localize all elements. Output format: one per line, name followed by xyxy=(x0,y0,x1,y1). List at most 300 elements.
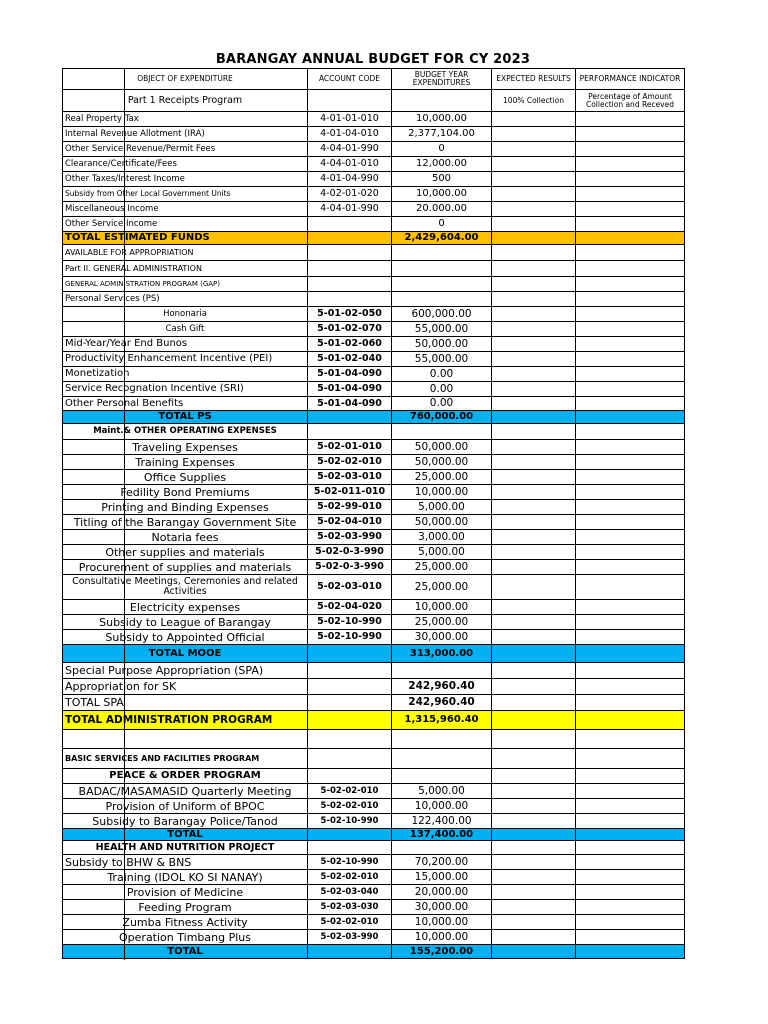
budget-cell: 55,000.00 xyxy=(392,352,492,367)
budget-cell xyxy=(392,245,492,261)
table-row xyxy=(63,575,685,600)
account-code-cell xyxy=(308,292,392,307)
object-cell: Subsidy to Appointed Official xyxy=(63,630,308,645)
object-cell: Special Purpose Appropriation (SPA) xyxy=(63,663,308,679)
header-account-code: ACCOUNT CODE xyxy=(308,69,392,90)
expected-results-cell xyxy=(492,730,576,749)
performance-indicator-cell xyxy=(576,157,685,172)
object-cell: Part II. GENERAL ADMINISTRATION xyxy=(63,261,308,277)
budget-cell: 500 xyxy=(392,172,492,187)
expected-results-cell xyxy=(492,367,576,382)
account-code-cell: 5-02-03-010 xyxy=(308,575,392,600)
object-cell: Provision of Medicine xyxy=(63,885,308,900)
account-code-cell: 5-02-10-990 xyxy=(308,630,392,645)
table-row xyxy=(63,829,685,841)
budget-cell: 50,000.00 xyxy=(392,440,492,455)
performance-indicator-cell xyxy=(576,470,685,485)
account-code-cell: 5-02-02-010 xyxy=(308,870,392,885)
object-cell: Other Taxes/Interest Income xyxy=(63,172,308,187)
table-row xyxy=(63,870,685,885)
budget-cell: 0.00 xyxy=(392,397,492,411)
object-cell: Cash Gift xyxy=(63,322,308,337)
expected-results-cell xyxy=(492,470,576,485)
expected-results-cell xyxy=(492,382,576,397)
budget-cell: 155,200.00 xyxy=(392,945,492,959)
expected-results-cell xyxy=(492,545,576,560)
expected-results-cell xyxy=(492,485,576,500)
object-cell: Service Recognation Incentive (SRI) xyxy=(63,382,308,397)
budget-cell: 600,000.00 xyxy=(392,307,492,322)
expected-results-cell xyxy=(492,455,576,470)
performance-indicator-cell xyxy=(576,142,685,157)
object-cell: Operation Timbang Plus xyxy=(63,930,308,945)
expected-results-cell xyxy=(492,411,576,424)
budget-cell: 5,000.00 xyxy=(392,545,492,560)
account-code-cell xyxy=(308,730,392,749)
budget-cell: 10,000.00 xyxy=(392,799,492,814)
table-row xyxy=(63,730,685,749)
performance-indicator-cell xyxy=(576,615,685,630)
account-code-cell: 5-02-01-010 xyxy=(308,440,392,455)
account-code-cell: 5-01-04-090 xyxy=(308,397,392,411)
account-code-cell: 4-02-01-020 xyxy=(308,187,392,202)
table-row xyxy=(63,600,685,615)
performance-indicator-cell xyxy=(576,411,685,424)
budget-cell: 55,000.00 xyxy=(392,322,492,337)
budget-cell xyxy=(392,277,492,292)
performance-indicator-cell xyxy=(576,530,685,545)
budget-cell: 50,000.00 xyxy=(392,515,492,530)
performance-indicator-cell xyxy=(576,172,685,187)
performance-indicator-cell xyxy=(576,769,685,784)
table-row xyxy=(63,337,685,352)
object-cell: TOTAL ESTIMATED FUNDS xyxy=(63,232,308,245)
object-cell: Zumba Fitness Activity xyxy=(63,915,308,930)
budget-cell: 5,000.00 xyxy=(392,784,492,799)
performance-indicator-cell xyxy=(576,500,685,515)
budget-cell: 760,000.00 xyxy=(392,411,492,424)
object-cell: Consultative Meetings, Ceremonies and related Activities xyxy=(63,575,308,600)
budget-cell xyxy=(392,90,492,112)
table-row xyxy=(63,382,685,397)
object-cell: Miscellaneous Income xyxy=(63,202,308,217)
table-row xyxy=(63,142,685,157)
object-cell: Personal Services (PS) xyxy=(63,292,308,307)
budget-cell: 25,000.00 xyxy=(392,575,492,600)
budget-cell xyxy=(392,841,492,855)
object-cell: Internal Revenue Allotment (IRA) xyxy=(63,127,308,142)
expected-results-cell xyxy=(492,397,576,411)
object-cell: Other supplies and materials xyxy=(63,545,308,560)
account-code-cell xyxy=(308,645,392,663)
budget-cell: 20.000.00 xyxy=(392,202,492,217)
account-code-cell: 5-02-0-3-990 xyxy=(308,545,392,560)
budget-cell: 10,000.00 xyxy=(392,187,492,202)
object-cell: Subsidy to BHW & BNS xyxy=(63,855,308,870)
performance-indicator-cell xyxy=(576,217,685,232)
budget-cell: 10,000.00 xyxy=(392,930,492,945)
account-code-cell xyxy=(308,679,392,695)
account-code-cell: 4-04-01-990 xyxy=(308,202,392,217)
account-code-cell: 5-02-99-010 xyxy=(308,500,392,515)
object-cell: Training (IDOL KO SI NANAY) xyxy=(63,870,308,885)
performance-indicator-cell xyxy=(576,277,685,292)
budget-cell xyxy=(392,730,492,749)
table-row xyxy=(63,292,685,307)
budget-cell xyxy=(392,663,492,679)
object-cell: Notaria fees xyxy=(63,530,308,545)
expected-results-cell xyxy=(492,695,576,711)
object-cell: Printing and Binding Expenses xyxy=(63,500,308,515)
expected-results-cell xyxy=(492,217,576,232)
expected-results-cell: 100% Collection xyxy=(492,90,576,112)
object-cell: Mid-Year/Year End Bunos xyxy=(63,337,308,352)
budget-cell: 2,377,104.00 xyxy=(392,127,492,142)
budget-cell: 1,315,960.40 xyxy=(392,711,492,730)
expected-results-cell xyxy=(492,127,576,142)
budget-cell: 12,000.00 xyxy=(392,157,492,172)
object-cell: Fedility Bond Premiums xyxy=(63,485,308,500)
performance-indicator-cell xyxy=(576,397,685,411)
account-code-cell: 4-01-04-990 xyxy=(308,172,392,187)
budget-cell xyxy=(392,261,492,277)
account-code-cell xyxy=(308,663,392,679)
header-performance-indicator: PERFORMANCE INDICATOR xyxy=(576,69,685,90)
table-row xyxy=(63,245,685,261)
table-row xyxy=(63,841,685,855)
expected-results-cell xyxy=(492,885,576,900)
account-code-cell: 5-02-011-010 xyxy=(308,485,392,500)
table-row xyxy=(63,261,685,277)
account-code-cell xyxy=(308,411,392,424)
performance-indicator-cell xyxy=(576,382,685,397)
performance-indicator-cell xyxy=(576,663,685,679)
performance-indicator-cell xyxy=(576,945,685,959)
performance-indicator-cell xyxy=(576,545,685,560)
performance-indicator-cell xyxy=(576,799,685,814)
budget-cell: 15,000.00 xyxy=(392,870,492,885)
performance-indicator-cell xyxy=(576,600,685,615)
performance-indicator-cell xyxy=(576,855,685,870)
expected-results-cell xyxy=(492,575,576,600)
account-code-cell: 4-04-01-010 xyxy=(308,157,392,172)
account-code-cell: 5-02-03-040 xyxy=(308,885,392,900)
budget-cell: 2,429,604.00 xyxy=(392,232,492,245)
expected-results-cell xyxy=(492,261,576,277)
table-row xyxy=(63,470,685,485)
account-code-cell xyxy=(308,829,392,841)
expected-results-cell xyxy=(492,900,576,915)
table-row xyxy=(63,217,685,232)
object-cell: Traveling Expenses xyxy=(63,440,308,455)
table-row xyxy=(63,855,685,870)
object-cell: TOTAL xyxy=(63,829,308,841)
table-row xyxy=(63,930,685,945)
page-title: BARANGAY ANNUAL BUDGET FOR CY 2023 xyxy=(215,52,531,67)
object-cell: TOTAL ADMINISTRATION PROGRAM xyxy=(63,711,308,730)
object-cell: Real Property Tax xyxy=(63,112,308,127)
column-divider-line xyxy=(124,68,125,960)
budget-cell: 0 xyxy=(392,142,492,157)
budget-cell: 50,000.00 xyxy=(392,337,492,352)
table-row xyxy=(63,784,685,799)
budget-cell: 313,000.00 xyxy=(392,645,492,663)
performance-indicator-cell xyxy=(576,322,685,337)
object-cell: Maint.& OTHER OPERATING EXPENSES xyxy=(63,424,308,440)
expected-results-cell xyxy=(492,799,576,814)
performance-indicator-cell xyxy=(576,352,685,367)
expected-results-cell xyxy=(492,663,576,679)
budget-cell: 25,000.00 xyxy=(392,470,492,485)
budget-cell xyxy=(392,424,492,440)
budget-cell: 25,000.00 xyxy=(392,560,492,575)
performance-indicator-cell xyxy=(576,829,685,841)
expected-results-cell xyxy=(492,352,576,367)
account-code-cell xyxy=(308,245,392,261)
account-code-cell xyxy=(308,711,392,730)
performance-indicator-cell xyxy=(576,440,685,455)
expected-results-cell xyxy=(492,855,576,870)
table-header-row xyxy=(63,69,685,90)
table-row xyxy=(63,711,685,730)
account-code-cell xyxy=(308,277,392,292)
table-row xyxy=(63,307,685,322)
table-row xyxy=(63,630,685,645)
account-code-cell: 4-01-01-010 xyxy=(308,112,392,127)
budget-cell: 30,000.00 xyxy=(392,630,492,645)
performance-indicator-cell xyxy=(576,292,685,307)
expected-results-cell xyxy=(492,870,576,885)
object-cell xyxy=(63,730,308,749)
object-cell: BADAC/MASAMASID Quarterly Meeting xyxy=(63,784,308,799)
table-row xyxy=(63,515,685,530)
expected-results-cell xyxy=(492,560,576,575)
account-code-cell xyxy=(308,749,392,769)
performance-indicator-cell xyxy=(576,885,685,900)
expected-results-cell xyxy=(492,172,576,187)
account-code-cell: 5-02-04-010 xyxy=(308,515,392,530)
account-code-cell: 4-01-04-010 xyxy=(308,127,392,142)
performance-indicator-cell xyxy=(576,112,685,127)
expected-results-cell xyxy=(492,814,576,829)
budget-table-body xyxy=(63,69,685,959)
object-cell: Other Service Income xyxy=(63,217,308,232)
object-cell: Part 1 Receipts Program xyxy=(63,90,308,112)
object-cell: TOTAL PS xyxy=(63,411,308,424)
object-cell: Feeding Program xyxy=(63,900,308,915)
budget-cell: 5,000.00 xyxy=(392,500,492,515)
expected-results-cell xyxy=(492,245,576,261)
performance-indicator-cell xyxy=(576,900,685,915)
table-row xyxy=(63,500,685,515)
table-row xyxy=(63,945,685,959)
table-row xyxy=(63,915,685,930)
performance-indicator-cell xyxy=(576,915,685,930)
expected-results-cell xyxy=(492,440,576,455)
performance-indicator-cell xyxy=(576,261,685,277)
account-code-cell: 5-01-02-040 xyxy=(308,352,392,367)
table-row xyxy=(63,322,685,337)
expected-results-cell xyxy=(492,945,576,959)
table-row xyxy=(63,769,685,784)
performance-indicator-cell: Percentage of Amount Collection and Receved xyxy=(576,90,685,112)
expected-results-cell xyxy=(492,600,576,615)
expected-results-cell xyxy=(492,424,576,440)
account-code-cell xyxy=(308,945,392,959)
header-object: OBJECT OF EXPENDITURE xyxy=(63,69,308,90)
budget-cell xyxy=(392,749,492,769)
performance-indicator-cell xyxy=(576,127,685,142)
object-cell: Hononaria xyxy=(63,307,308,322)
account-code-cell: 5-01-02-050 xyxy=(308,307,392,322)
performance-indicator-cell xyxy=(576,711,685,730)
performance-indicator-cell xyxy=(576,560,685,575)
object-cell: BASIC SERVICES AND FACILITIES PROGRAM xyxy=(63,749,308,769)
account-code-cell: 4-04-01-990 xyxy=(308,142,392,157)
budget-cell: 0 xyxy=(392,217,492,232)
budget-cell: 10,000.00 xyxy=(392,600,492,615)
budget-cell: 25,000.00 xyxy=(392,615,492,630)
table-row xyxy=(63,814,685,829)
object-cell: TOTAL SPA xyxy=(63,695,308,711)
performance-indicator-cell xyxy=(576,337,685,352)
account-code-cell: 5-02-10-990 xyxy=(308,814,392,829)
table-row xyxy=(63,112,685,127)
performance-indicator-cell xyxy=(576,424,685,440)
performance-indicator-cell xyxy=(576,870,685,885)
table-row xyxy=(63,545,685,560)
object-cell: PEACE & ORDER PROGRAM xyxy=(63,769,308,784)
expected-results-cell xyxy=(492,630,576,645)
expected-results-cell xyxy=(492,615,576,630)
expected-results-cell xyxy=(492,679,576,695)
performance-indicator-cell xyxy=(576,187,685,202)
account-code-cell: 5-02-02-010 xyxy=(308,784,392,799)
table-row xyxy=(63,799,685,814)
account-code-cell: 5-01-02-060 xyxy=(308,337,392,352)
performance-indicator-cell xyxy=(576,730,685,749)
performance-indicator-cell xyxy=(576,455,685,470)
table-row xyxy=(63,90,685,112)
budget-cell: 10,000.00 xyxy=(392,915,492,930)
expected-results-cell xyxy=(492,277,576,292)
expected-results-cell xyxy=(492,530,576,545)
budget-cell: 20,000.00 xyxy=(392,885,492,900)
object-cell: Subsidy to League of Barangay xyxy=(63,615,308,630)
object-cell: Subsidy from Other Local Government Units xyxy=(63,187,308,202)
budget-cell: 30,000.00 xyxy=(392,900,492,915)
expected-results-cell xyxy=(492,500,576,515)
expected-results-cell xyxy=(492,829,576,841)
performance-indicator-cell xyxy=(576,245,685,261)
table-row xyxy=(63,440,685,455)
account-code-cell xyxy=(308,232,392,245)
table-row xyxy=(63,367,685,382)
account-code-cell: 5-02-03-030 xyxy=(308,900,392,915)
account-code-cell: 5-02-10-990 xyxy=(308,615,392,630)
budget-cell: 0.00 xyxy=(392,367,492,382)
account-code-cell: 5-02-0-3-990 xyxy=(308,560,392,575)
object-cell: Provision of Uniform of BPOC xyxy=(63,799,308,814)
account-code-cell xyxy=(308,695,392,711)
account-code-cell: 5-02-03-010 xyxy=(308,470,392,485)
budget-cell: 10,000.00 xyxy=(392,485,492,500)
table-row xyxy=(63,560,685,575)
account-code-cell xyxy=(308,769,392,784)
performance-indicator-cell xyxy=(576,630,685,645)
account-code-cell: 5-02-04-020 xyxy=(308,600,392,615)
performance-indicator-cell xyxy=(576,645,685,663)
performance-indicator-cell xyxy=(576,485,685,500)
account-code-cell xyxy=(308,90,392,112)
header-expected-results: EXPECTED RESULTS xyxy=(492,69,576,90)
performance-indicator-cell xyxy=(576,930,685,945)
performance-indicator-cell xyxy=(576,232,685,245)
table-row xyxy=(63,749,685,769)
performance-indicator-cell xyxy=(576,784,685,799)
table-row xyxy=(63,663,685,679)
object-cell: Electricity expenses xyxy=(63,600,308,615)
performance-indicator-cell xyxy=(576,841,685,855)
object-cell: HEALTH AND NUTRITION PROJECT xyxy=(63,841,308,855)
table-row xyxy=(63,157,685,172)
expected-results-cell xyxy=(492,769,576,784)
performance-indicator-cell xyxy=(576,814,685,829)
budget-cell: 242,960.40 xyxy=(392,679,492,695)
expected-results-cell xyxy=(492,292,576,307)
performance-indicator-cell xyxy=(576,575,685,600)
expected-results-cell xyxy=(492,307,576,322)
expected-results-cell xyxy=(492,645,576,663)
object-cell: Monetization xyxy=(63,367,308,382)
object-cell: Procurement of supplies and materials xyxy=(63,560,308,575)
table-row xyxy=(63,530,685,545)
performance-indicator-cell xyxy=(576,367,685,382)
expected-results-cell xyxy=(492,930,576,945)
expected-results-cell xyxy=(492,202,576,217)
object-cell: Other Service Revenue/Permit Fees xyxy=(63,142,308,157)
expected-results-cell xyxy=(492,322,576,337)
performance-indicator-cell xyxy=(576,515,685,530)
object-cell: Other Personal Benefits xyxy=(63,397,308,411)
performance-indicator-cell xyxy=(576,202,685,217)
object-cell: Subsidy to Barangay Police/Tanod xyxy=(63,814,308,829)
object-cell: TOTAL xyxy=(63,945,308,959)
expected-results-cell xyxy=(492,841,576,855)
account-code-cell xyxy=(308,424,392,440)
account-code-cell: 5-02-02-010 xyxy=(308,455,392,470)
table-row xyxy=(63,202,685,217)
account-code-cell: 5-02-03-990 xyxy=(308,530,392,545)
object-cell: Productivity Enhancement Incentive (PEI) xyxy=(63,352,308,367)
table-row xyxy=(63,352,685,367)
account-code-cell xyxy=(308,217,392,232)
table-row xyxy=(63,900,685,915)
performance-indicator-cell xyxy=(576,307,685,322)
expected-results-cell xyxy=(492,157,576,172)
budget-cell: 70,200.00 xyxy=(392,855,492,870)
object-cell: Appropriation for SK xyxy=(63,679,308,695)
expected-results-cell xyxy=(492,515,576,530)
object-cell: Office Supplies xyxy=(63,470,308,485)
table-row xyxy=(63,885,685,900)
table-row xyxy=(63,187,685,202)
account-code-cell: 5-01-04-090 xyxy=(308,382,392,397)
table-row xyxy=(63,485,685,500)
header-budget: BUDGET YEAR EXPENDITURES xyxy=(392,69,492,90)
table-row xyxy=(63,455,685,470)
table-row xyxy=(63,424,685,440)
